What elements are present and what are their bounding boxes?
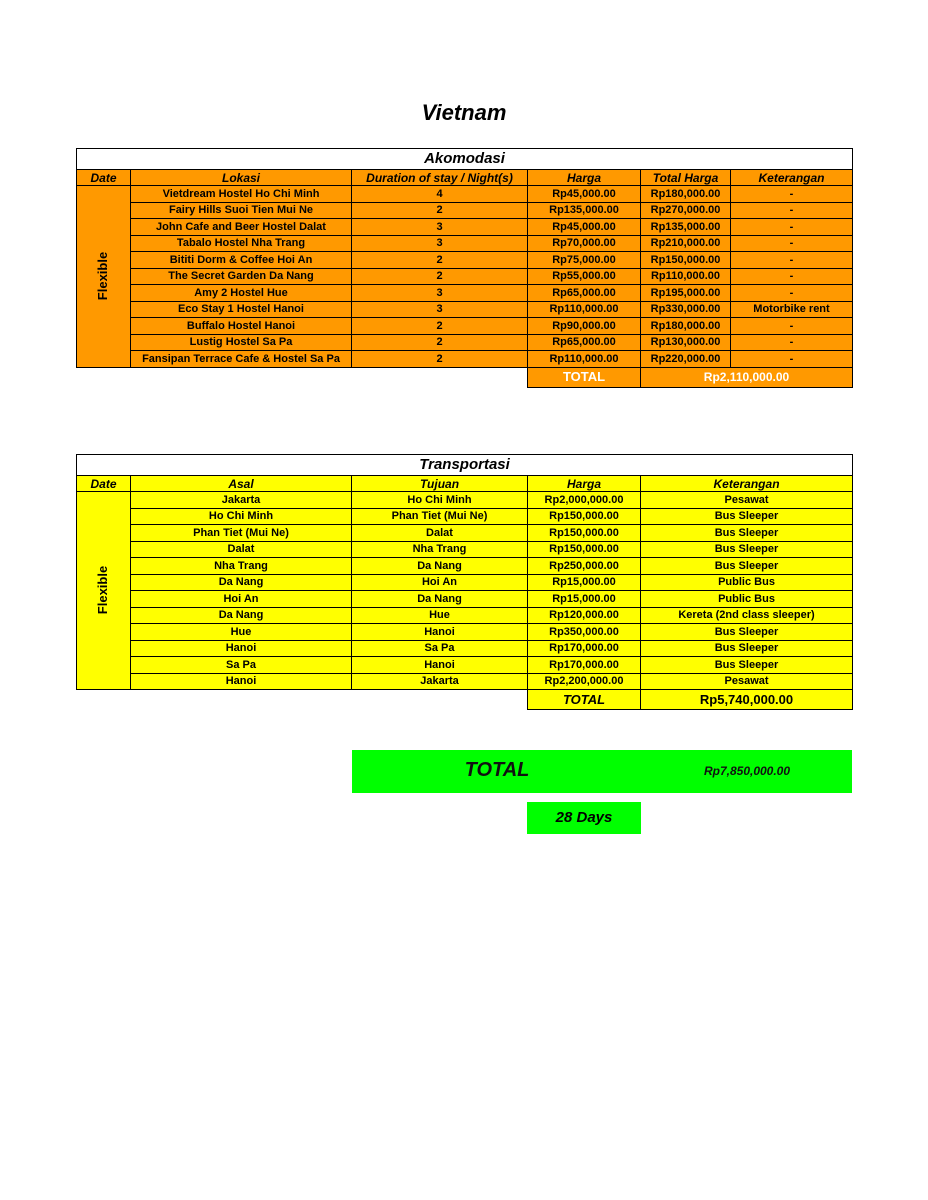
- transportasi-row: [77, 640, 853, 657]
- harga-cell: Rp170,000.00: [528, 640, 641, 657]
- keterangan-cell: Bus Sleeper: [641, 624, 853, 641]
- tujuan-cell: Jakarta: [352, 673, 528, 690]
- harga-cell: Rp15,000.00: [528, 591, 641, 608]
- transportasi-row: [77, 525, 853, 542]
- tujuan-cell: Sa Pa: [352, 640, 528, 657]
- keterangan-cell: -: [731, 334, 853, 351]
- harga-cell: Rp75,000.00: [528, 252, 641, 269]
- lokasi-cell: Buffalo Hostel Hanoi: [131, 318, 352, 335]
- total-harga-cell: Rp180,000.00: [641, 186, 731, 203]
- harga-cell: Rp45,000.00: [528, 219, 641, 236]
- harga-cell: Rp55,000.00: [528, 268, 641, 285]
- akomodasi-row: [77, 186, 853, 203]
- duration-cell: 3: [352, 301, 528, 318]
- asal-cell: Da Nang: [131, 607, 352, 624]
- duration-cell: 3: [352, 235, 528, 252]
- keterangan-cell: -: [731, 202, 853, 219]
- keterangan-cell: Public Bus: [641, 574, 853, 591]
- transportasi-row: [77, 541, 853, 558]
- harga-cell: Rp150,000.00: [528, 525, 641, 542]
- harga-cell: Rp2,000,000.00: [528, 492, 641, 509]
- asal-cell: Hoi An: [131, 591, 352, 608]
- akomodasi-table: [76, 148, 853, 388]
- akomodasi-row: [77, 235, 853, 252]
- harga-cell: Rp350,000.00: [528, 624, 641, 641]
- transportasi-row: [77, 558, 853, 575]
- lokasi-cell: Eco Stay 1 Hostel Hanoi: [131, 301, 352, 318]
- keterangan-cell: Public Bus: [641, 591, 853, 608]
- transportasi-row: [77, 492, 853, 509]
- harga-cell: Rp45,000.00: [528, 186, 641, 203]
- harga-cell: Rp2,200,000.00: [528, 673, 641, 690]
- asal-cell: Ho Chi Minh: [131, 508, 352, 525]
- transportasi-total-row: [77, 690, 853, 710]
- duration-cell: 4: [352, 186, 528, 203]
- harga-cell: Rp150,000.00: [528, 541, 641, 558]
- grand-total-box: [352, 750, 852, 793]
- harga-cell: Rp120,000.00: [528, 607, 641, 624]
- duration-cell: 2: [352, 202, 528, 219]
- harga-cell: Rp65,000.00: [528, 285, 641, 302]
- keterangan-cell: Bus Sleeper: [641, 541, 853, 558]
- transportasi-header-tujuan: Tujuan: [352, 476, 528, 492]
- keterangan-cell: Bus Sleeper: [641, 508, 853, 525]
- transportasi-row: [77, 624, 853, 641]
- keterangan-cell: -: [731, 219, 853, 236]
- akomodasi-header-row: [77, 170, 853, 186]
- akomodasi-date-label: Flexible: [95, 251, 111, 300]
- tujuan-cell: Ho Chi Minh: [352, 492, 528, 509]
- trip-duration-badge: 28 Days: [527, 802, 641, 834]
- duration-cell: 2: [352, 252, 528, 269]
- lokasi-cell: Bititi Dorm & Coffee Hoi An: [131, 252, 352, 269]
- akomodasi-row: [77, 268, 853, 285]
- keterangan-cell: Bus Sleeper: [641, 657, 853, 674]
- keterangan-cell: -: [731, 186, 853, 203]
- akomodasi-row: [77, 334, 853, 351]
- lokasi-cell: Lustig Hostel Sa Pa: [131, 334, 352, 351]
- total-harga-cell: Rp110,000.00: [641, 268, 731, 285]
- tujuan-cell: Nha Trang: [352, 541, 528, 558]
- akomodasi-header-keterangan: Keterangan: [731, 170, 853, 186]
- lokasi-cell: Fansipan Terrace Cafe & Hostel Sa Pa: [131, 351, 352, 368]
- grand-total-value: Rp7,850,000.00: [703, 764, 791, 778]
- transportasi-header-harga: Harga: [528, 476, 641, 492]
- akomodasi-row: [77, 351, 853, 368]
- total-harga-cell: Rp195,000.00: [641, 285, 731, 302]
- asal-cell: Nha Trang: [131, 558, 352, 575]
- tujuan-cell: Hue: [352, 607, 528, 624]
- transportasi-total-spacer: [77, 690, 528, 710]
- keterangan-cell: -: [731, 252, 853, 269]
- transportasi-row: [77, 574, 853, 591]
- keterangan-cell: Pesawat: [641, 673, 853, 690]
- harga-cell: Rp250,000.00: [528, 558, 641, 575]
- tujuan-cell: Da Nang: [352, 558, 528, 575]
- keterangan-cell: -: [731, 285, 853, 302]
- harga-cell: Rp170,000.00: [528, 657, 641, 674]
- page-title: Vietnam: [421, 100, 507, 125]
- total-harga-cell: Rp150,000.00: [641, 252, 731, 269]
- harga-cell: Rp110,000.00: [528, 301, 641, 318]
- lokasi-cell: Amy 2 Hostel Hue: [131, 285, 352, 302]
- keterangan-cell: -: [731, 235, 853, 252]
- akomodasi-date-cell: [77, 186, 131, 368]
- akomodasi-row: [77, 219, 853, 236]
- asal-cell: Hanoi: [131, 673, 352, 690]
- harga-cell: Rp150,000.00: [528, 508, 641, 525]
- duration-cell: 2: [352, 268, 528, 285]
- harga-cell: Rp65,000.00: [528, 334, 641, 351]
- duration-cell: 2: [352, 351, 528, 368]
- total-harga-cell: Rp130,000.00: [641, 334, 731, 351]
- asal-cell: Hanoi: [131, 640, 352, 657]
- akomodasi-row: [77, 202, 853, 219]
- total-harga-cell: Rp210,000.00: [641, 235, 731, 252]
- transportasi-date-label: Flexible: [95, 565, 111, 615]
- akomodasi-header-harga: Harga: [528, 170, 641, 186]
- asal-cell: Dalat: [131, 541, 352, 558]
- transportasi-section-row: [77, 455, 853, 476]
- asal-cell: Hue: [131, 624, 352, 641]
- duration-cell: 3: [352, 219, 528, 236]
- lokasi-cell: The Secret Garden Da Nang: [131, 268, 352, 285]
- akomodasi-row: [77, 301, 853, 318]
- asal-cell: Phan Tiet (Mui Ne): [131, 525, 352, 542]
- harga-cell: Rp135,000.00: [528, 202, 641, 219]
- akomodasi-row: [77, 285, 853, 302]
- akomodasi-header-duration: Duration of stay / Night(s): [352, 170, 528, 186]
- duration-cell: 2: [352, 318, 528, 335]
- total-harga-cell: Rp220,000.00: [641, 351, 731, 368]
- transportasi-total-value: Rp5,740,000.00: [641, 690, 853, 710]
- keterangan-cell: Bus Sleeper: [641, 525, 853, 542]
- keterangan-cell: -: [731, 318, 853, 335]
- keterangan-cell: Motorbike rent: [731, 301, 853, 318]
- harga-cell: Rp110,000.00: [528, 351, 641, 368]
- keterangan-cell: Bus Sleeper: [641, 640, 853, 657]
- tujuan-cell: Hanoi: [352, 657, 528, 674]
- akomodasi-section-title: Akomodasi: [77, 149, 853, 170]
- transportasi-header-row: [77, 476, 853, 492]
- akomodasi-header-lokasi: Lokasi: [131, 170, 352, 186]
- transportasi-row: [77, 673, 853, 690]
- total-harga-cell: Rp270,000.00: [641, 202, 731, 219]
- transportasi-header-keterangan: Keterangan: [641, 476, 853, 492]
- akomodasi-header-total-harga: Total Harga: [641, 170, 731, 186]
- lokasi-cell: Vietdream Hostel Ho Chi Minh: [131, 186, 352, 203]
- total-harga-cell: Rp135,000.00: [641, 219, 731, 236]
- keterangan-cell: -: [731, 351, 853, 368]
- keterangan-cell: -: [731, 268, 853, 285]
- duration-cell: 3: [352, 285, 528, 302]
- harga-cell: Rp90,000.00: [528, 318, 641, 335]
- akomodasi-section-row: [77, 149, 853, 170]
- tujuan-cell: Da Nang: [352, 591, 528, 608]
- akomodasi-header-date: Date: [77, 170, 131, 186]
- transportasi-header-date: Date: [77, 476, 131, 492]
- tujuan-cell: Hoi An: [352, 574, 528, 591]
- transportasi-row: [77, 607, 853, 624]
- harga-cell: Rp15,000.00: [528, 574, 641, 591]
- asal-cell: Jakarta: [131, 492, 352, 509]
- transportasi-table: [76, 454, 853, 710]
- duration-cell: 2: [352, 334, 528, 351]
- asal-cell: Sa Pa: [131, 657, 352, 674]
- transportasi-row: [77, 657, 853, 674]
- keterangan-cell: Kereta (2nd class sleeper): [641, 607, 853, 624]
- tujuan-cell: Phan Tiet (Mui Ne): [352, 508, 528, 525]
- akomodasi-total-row: [77, 367, 853, 387]
- transportasi-section-title: Transportasi: [77, 455, 853, 476]
- transportasi-row: [77, 508, 853, 525]
- grand-total-label: TOTAL: [464, 759, 530, 781]
- keterangan-cell: Pesawat: [641, 492, 853, 509]
- total-harga-cell: Rp330,000.00: [641, 301, 731, 318]
- total-harga-cell: Rp180,000.00: [641, 318, 731, 335]
- tujuan-cell: Hanoi: [352, 624, 528, 641]
- keterangan-cell: Bus Sleeper: [641, 558, 853, 575]
- lokasi-cell: John Cafe and Beer Hostel Dalat: [131, 219, 352, 236]
- akomodasi-row: [77, 252, 853, 269]
- lokasi-cell: Fairy Hills Suoi Tien Mui Ne: [131, 202, 352, 219]
- transportasi-header-asal: Asal: [131, 476, 352, 492]
- akomodasi-total-label: TOTAL: [528, 367, 641, 387]
- asal-cell: Da Nang: [131, 574, 352, 591]
- harga-cell: Rp70,000.00: [528, 235, 641, 252]
- transportasi-row: [77, 591, 853, 608]
- akomodasi-total-value: Rp2,110,000.00: [641, 367, 853, 387]
- transportasi-total-label: TOTAL: [528, 690, 641, 710]
- tujuan-cell: Dalat: [352, 525, 528, 542]
- akomodasi-total-spacer: [77, 367, 528, 387]
- lokasi-cell: Tabalo Hostel Nha Trang: [131, 235, 352, 252]
- akomodasi-row: [77, 318, 853, 335]
- transportasi-date-cell: [77, 492, 131, 690]
